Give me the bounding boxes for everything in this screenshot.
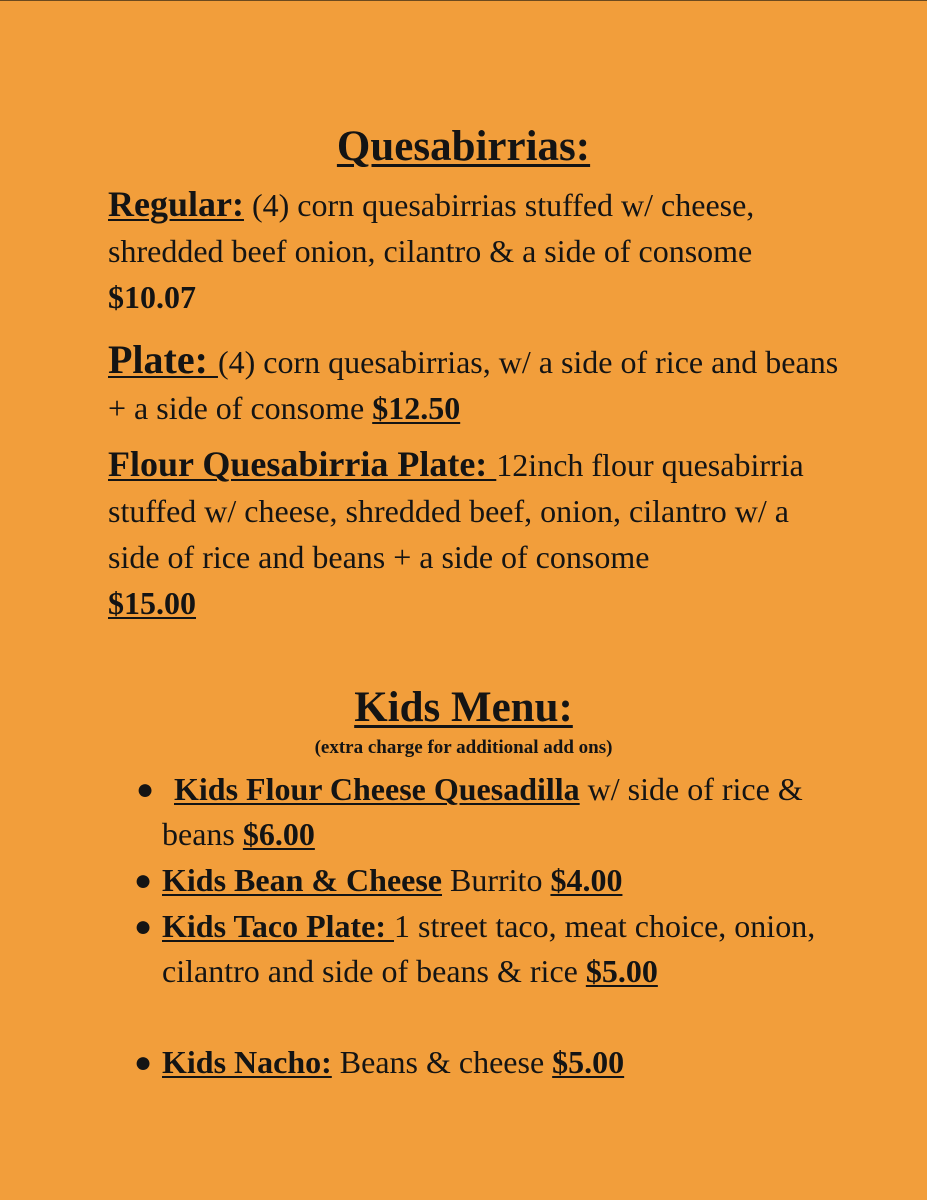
- kids-menu-item: [136, 767, 842, 857]
- bullet-icon: ●: [134, 864, 153, 897]
- menu-item-regular: [108, 181, 848, 320]
- item-name: Kids Nacho:: [162, 1044, 332, 1080]
- kids-menu-note: (extra charge for additional add ons): [314, 737, 613, 758]
- item-name: Regular:: [108, 184, 244, 224]
- item-description: Burrito: [442, 862, 551, 898]
- item-description: w/ side of rice & beans: [162, 771, 803, 852]
- menu-item-flour-plate: [108, 441, 848, 626]
- kids-menu-item: [134, 1040, 842, 1085]
- item-price: $5.00: [585, 953, 658, 989]
- item-description: 1 street taco, meat choice, onion, cilantro and side of beans & rice: [162, 908, 816, 989]
- item-price: $10.07: [108, 279, 196, 315]
- item-price: $5.00: [552, 1044, 625, 1080]
- item-name: Kids Taco Plate:: [162, 908, 395, 944]
- item-description: 12inch flour quesabirria stuffed w/ cheese, shredded beef, onion, cilantro w/ a side of rice and beans + a side of consome: [108, 447, 804, 575]
- kids-menu-title: Kids Menu:: [354, 684, 573, 731]
- quesabirrias-title: Quesabirrias:: [336, 123, 591, 170]
- bullet-icon: ●: [136, 773, 155, 806]
- item-name: Kids Flour Cheese Quesadilla: [174, 771, 580, 807]
- item-price: $4.00: [550, 862, 623, 898]
- item-description: (4) corn quesabirrias, w/ a side of rice and beans + a side of consome: [108, 344, 839, 426]
- item-price: $6.00: [242, 816, 315, 852]
- item-price: $12.50: [372, 390, 461, 426]
- item-price: $15.00: [108, 585, 196, 621]
- menu-item-plate: [108, 337, 848, 431]
- item-name: Flour Quesabirria Plate:: [108, 444, 497, 484]
- item-description: Beans & cheese: [331, 1044, 553, 1080]
- item-name: Kids Bean & Cheese: [162, 862, 442, 898]
- bullet-icon: ●: [134, 910, 153, 943]
- item-description: (4) corn quesabirrias stuffed w/ cheese, shredded beef onion, cilantro & a side of consome: [108, 187, 755, 269]
- item-name: Plate:: [108, 337, 218, 382]
- bullet-icon: ●: [134, 1046, 153, 1079]
- kids-menu-item: [134, 858, 842, 903]
- kids-menu-item: [134, 904, 842, 994]
